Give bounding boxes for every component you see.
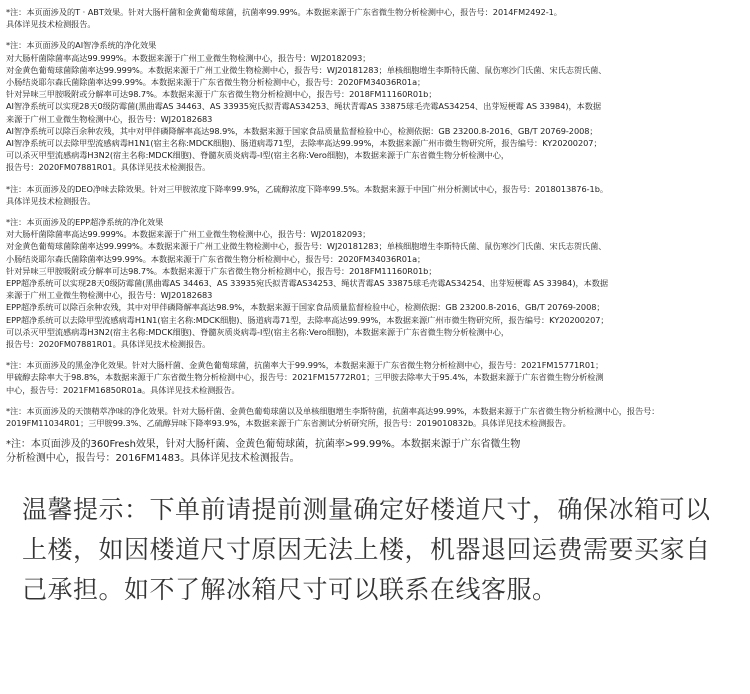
footnotes-section — [6, 6, 746, 475]
footnote-ai-purify: *注：本页面涉及的AI智净系统的净化效果 对大肠杆菌除菌率高达99.999%。本数据来源于广州工业微生物检测中心，报告号：WJ20182093； 对金黄色葡萄球菌除菌率达99.999%。本数据来源于广州工业微生物检测中心，报告号：WJ20181283；单核细胞增生李斯特氏菌、鼠伤寒沙门氏菌、宋氏志贺氏菌、 小肠结炎耶尔森氏菌除菌率达99.99%。本数据来源于广东省微生物分析检测中心，报告号：2020FM34036R01a； 针对异味三甲胺吸附或分解率可达98.7%。本数据来源于广东省微生物分析检测中心，报告号：2018FM11160R01b； AI智净系统可以实现28天0级防霉菌(黑曲霉AS 34463、AS 33935宛氏拟青霉AS34253、绳状青霉AS 33875球毛壳霉AS34254、出芽短梗霉 AS 33984)，本数据 来源于广州工业微生物检测中心，报告号：WJ20182683 AI智净系统可以除百余种农残，其中对甲伴磷降解率高达98.9%，本数据来源于国家食品质量监督检验中心，检测依据：GB 23200.8-2016、GB/T 20769-2008； AI智净系统可以去除甲型流感病毒H1N1(宿主名称:MDCK细胞)、肠道病毒71型，去除率高达99.99%，本数据来源广州市微生物研究所，报告编号：KY20200207； 可以杀灭甲型流感病毒H3N2(宿主名称:MDCK细胞)、脊髓灰质炎病毒-I型(宿主名称:Vero细胞)，本数据来源于广东省微生物分析检测中心， 报告号：2020FM07881R01。具体详见技术检测报告。 — [6, 40, 607, 173]
footnote-tabt: *注：本页面涉及的T · ABT效果。针对大肠杆菌和金黄葡萄球菌，抗菌率99.99%。本数据来源于广东省微生物分析检测中心，报告号：2014FM2492-1。 具体详见技术检测报告。 — [6, 7, 562, 30]
footnote-black-gold: *注：本页面涉及的黑金净化效果。针对大肠杆菌、金黄色葡萄球菌，抗菌率大于99.99%，本数据来源于广东省微生物分析检测中心，报告号：2021FM15771R01； 甲硫醇去除率大于98.8%，本数据来源于广东省微生物分析检测中心，报告号：2021FM15772R01；三甲胺去除率大于95.4%，本数据来源于广东省微生物分析检测 中心，报告号：2021FM16850R01a。具体详见技术检测报告。 — [6, 360, 604, 395]
footnote-epp: *注：本页面涉及的EPP超净系统的净化效果 对大肠杆菌除菌率高达99.999%。本数据来源于广州工业微生物检测中心，报告号：WJ20182093； 对金黄色葡萄球菌除菌率达99.999%。本数据来源于广州工业微生物检测中心，报告号：WJ20181283；单核细胞增生李斯特氏菌、鼠伤寒沙门氏菌、宋氏志贺氏菌、 小肠结炎耶尔森氏菌除菌率达99.99%。本数据来源于广东省微生物分析检测中心，报告号：2020FM34036R01a； 针对异味三甲胺吸附或分解率可达98.7%。本数据来源于广东省微生物分析检测中心，报告号：2018FM11160R01b； EPP超净系统可以实现28天0级防霉菌(黑曲霉AS 34463、AS 33935宛氏拟青霉AS34253、绳状青霉AS 33875球毛壳霉AS34254、出芽短梗霉 AS 33984)，本数据 来源于广州工业微生物检测中心，报告号：WJ20182683 EPP超净系统可以除百余种农残，其中对甲伴磷降解率高达98.9%，本数据来源于国家食品质量监督检验中心，检测依据：GB 23200.8-2016、GB/T 20769-2008； EPP超净系统可以去除甲型流感病毒H1N1(宿主名称:MDCK细胞)、肠道病毒71型，去除率高达99.99%，本数据来源广州市微生物研究所，报告编号：KY20200207； 可以杀灭甲型流感病毒H3N2(宿主名称:MDCK细胞)、脊髓灰质炎病毒-I型(宿主名称:Vero细胞)，本数据来源于广东省微生物分析检测中心， 报告号：2020FM07881R01。具体详见技术检测报告。 — [6, 217, 609, 350]
shipping-tip: 温馨提示：下单前请提前测量确定好楼道尺寸，确保冰箱可以上楼，如因楼道尺寸原因无法上楼，机器退回运费需要买家自己承担。如不了解冰箱尺寸可以联系在线客服。 — [22, 495, 711, 604]
footnote-360fresh: *注：本页面涉及的360Fresh效果，针对大肠杆菌、金黄色葡萄球菌，抗菌率>99.99%。本数据来源于广东省微生物 分析检测中心，报告号：2016FM1483。具体详见技术检测报告。 — [6, 439, 521, 465]
footnote-essence: *注：本页面涉及的天馈精萃净味的净化效果。针对大肠杆菌、金黄色葡萄球菌以及单核细胞增生李斯特菌，抗菌率高达99.99%，本数据来源于广东省微生物分析检测中心，报告号： 2019FM11034R01；三甲胺99.3%、乙硫醇异味下降率93.9%，本数据来源于广东省测试分析研究所，报告号：2019010832b。具体详见技术检测报告。 — [6, 405, 660, 429]
footnote-deo: *注：本页面涉及的DEO净味去除效果。针对三甲胺浓度下降率99.9%，乙硫醇浓度下降率99.5%。本数据来源于中国广州分析测试中心，报告号：2018013876-1b。 具体详见技术检测报告。 — [6, 183, 608, 206]
